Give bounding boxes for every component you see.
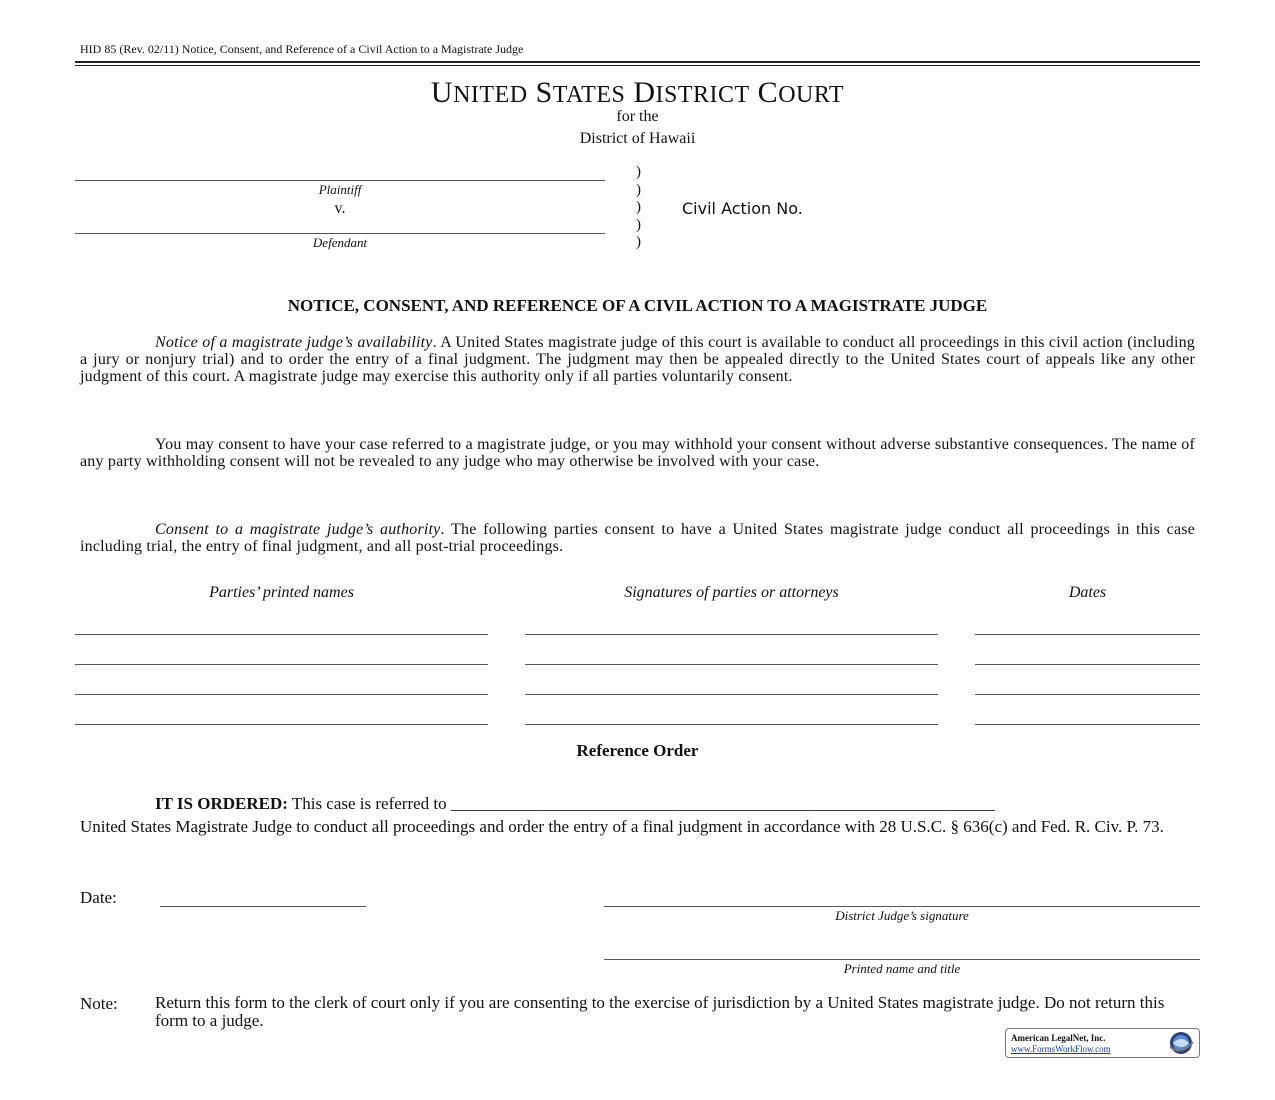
printed-name-line[interactable] <box>75 724 488 725</box>
badge-url-link[interactable]: www.FormsWorkFlow.com <box>1011 1044 1111 1054</box>
consent-body: . The following parties consent to have a United States magistrate judge conduct all proceedings in this case including trial, the entry of final judgment, and all post-trial proceedings. <box>80 521 1195 555</box>
judge-signature-line[interactable] <box>604 906 1200 907</box>
district-name: District of Hawaii <box>579 130 696 147</box>
it-is-ordered-line <box>155 794 995 814</box>
caption-paren: ) <box>636 216 641 233</box>
globe-logo-icon <box>1161 1030 1197 1056</box>
defendant-line[interactable] <box>75 233 605 234</box>
caption-paren: ) <box>636 164 641 180</box>
availability-heading: Notice of a magistrate judge’s availability <box>155 334 433 351</box>
header-rule-thick <box>75 61 1200 63</box>
printed-name-line[interactable] <box>75 634 488 635</box>
versus-text: v. <box>334 200 346 217</box>
order-continuation-text: United States Magistrate Judge to conduct all proceedings and order the entry of a final judgment in accordance with 28 U.S.C. § 636(c) and Fed. R. Civ. P. 73. <box>80 817 1164 836</box>
note-label: Note: <box>80 994 118 1013</box>
order-date-line[interactable] <box>160 906 366 907</box>
date-line[interactable] <box>975 634 1200 635</box>
signature-line[interactable] <box>525 694 938 695</box>
order-date-label: Date: <box>80 888 117 907</box>
it-is-ordered-label: IT IS ORDERED: <box>155 794 288 813</box>
signature-line[interactable] <box>525 724 938 725</box>
civil-action-label: Civil Action No. <box>682 199 803 218</box>
date-line[interactable] <box>975 694 1200 695</box>
plaintiff-line[interactable] <box>75 180 605 181</box>
defendant-label: Defendant <box>312 235 368 250</box>
notice-title: NOTICE, CONSENT, AND REFERENCE OF A CIVIL ACTION TO A MAGISTRATE JUDGE <box>287 296 988 315</box>
signature-line[interactable] <box>525 634 938 635</box>
signature-line[interactable] <box>525 664 938 665</box>
court-title <box>0 76 1275 110</box>
caption-paren: ) <box>636 199 641 215</box>
form-reference: HID 85 (Rev. 02/11) Notice, Consent, and Reference of a Civil Action to a Magistrate Judge <box>80 42 524 56</box>
legalnet-badge[interactable] <box>1005 1028 1200 1058</box>
caption-paren: ) <box>636 234 641 250</box>
notice-paragraph-consent <box>80 521 1195 555</box>
date-line[interactable] <box>975 664 1200 665</box>
availability-body: . A United States magistrate judge of this court is available to conduct all proceedings in this civil action (including a jury or nonjury trial) and to order the entry of a final judgment. The judgment may then be appealed directly to the United States court of appeals like any other judgment of this court. A magistrate judge may exercise this authority only if all parties voluntarily consent. <box>80 334 1195 385</box>
consent-optional-body: You may consent to have your case referred to a magistrate judge, or you may withhold your consent without adverse substantive consequences. The name of any party withholding consent will not be revealed to any judge who may otherwise be involved with your case. <box>80 436 1195 470</box>
printed-name-title-label: Printed name and title <box>843 961 961 976</box>
consent-heading: Consent to a magistrate judge’s authority <box>155 521 441 538</box>
notice-paragraph-availability <box>80 334 1195 385</box>
referred-to-text: This case is referred to ________________________________________________________________ <box>287 794 995 813</box>
printed-name-title-line[interactable] <box>604 959 1200 960</box>
column-header-dates: Dates <box>1068 584 1107 601</box>
date-line[interactable] <box>975 724 1200 725</box>
notice-paragraph-consent-optional <box>80 436 1195 470</box>
note-text: Return this form to the clerk of court only if you are consenting to the exercise of jurisdiction by a United States magistrate judge. Do not return this form to a judge. <box>155 993 1165 1030</box>
court-title-text: UNITED STATES DISTRICT COURT <box>430 76 845 109</box>
badge-company: American LegalNet, Inc. <box>1011 1033 1106 1043</box>
reference-order-title: Reference Order <box>576 741 699 760</box>
column-header-printed-names: Parties’ printed names <box>209 584 354 601</box>
for-the-text: for the <box>616 108 659 125</box>
plaintiff-label: Plaintiff <box>318 182 362 197</box>
judge-signature-label: District Judge’s signature <box>835 908 969 923</box>
printed-name-line[interactable] <box>75 664 488 665</box>
caption-paren: ) <box>636 181 641 198</box>
header-rule-thin <box>75 65 1200 66</box>
column-header-signatures: Signatures of parties or attorneys <box>624 584 839 601</box>
printed-name-line[interactable] <box>75 694 488 695</box>
